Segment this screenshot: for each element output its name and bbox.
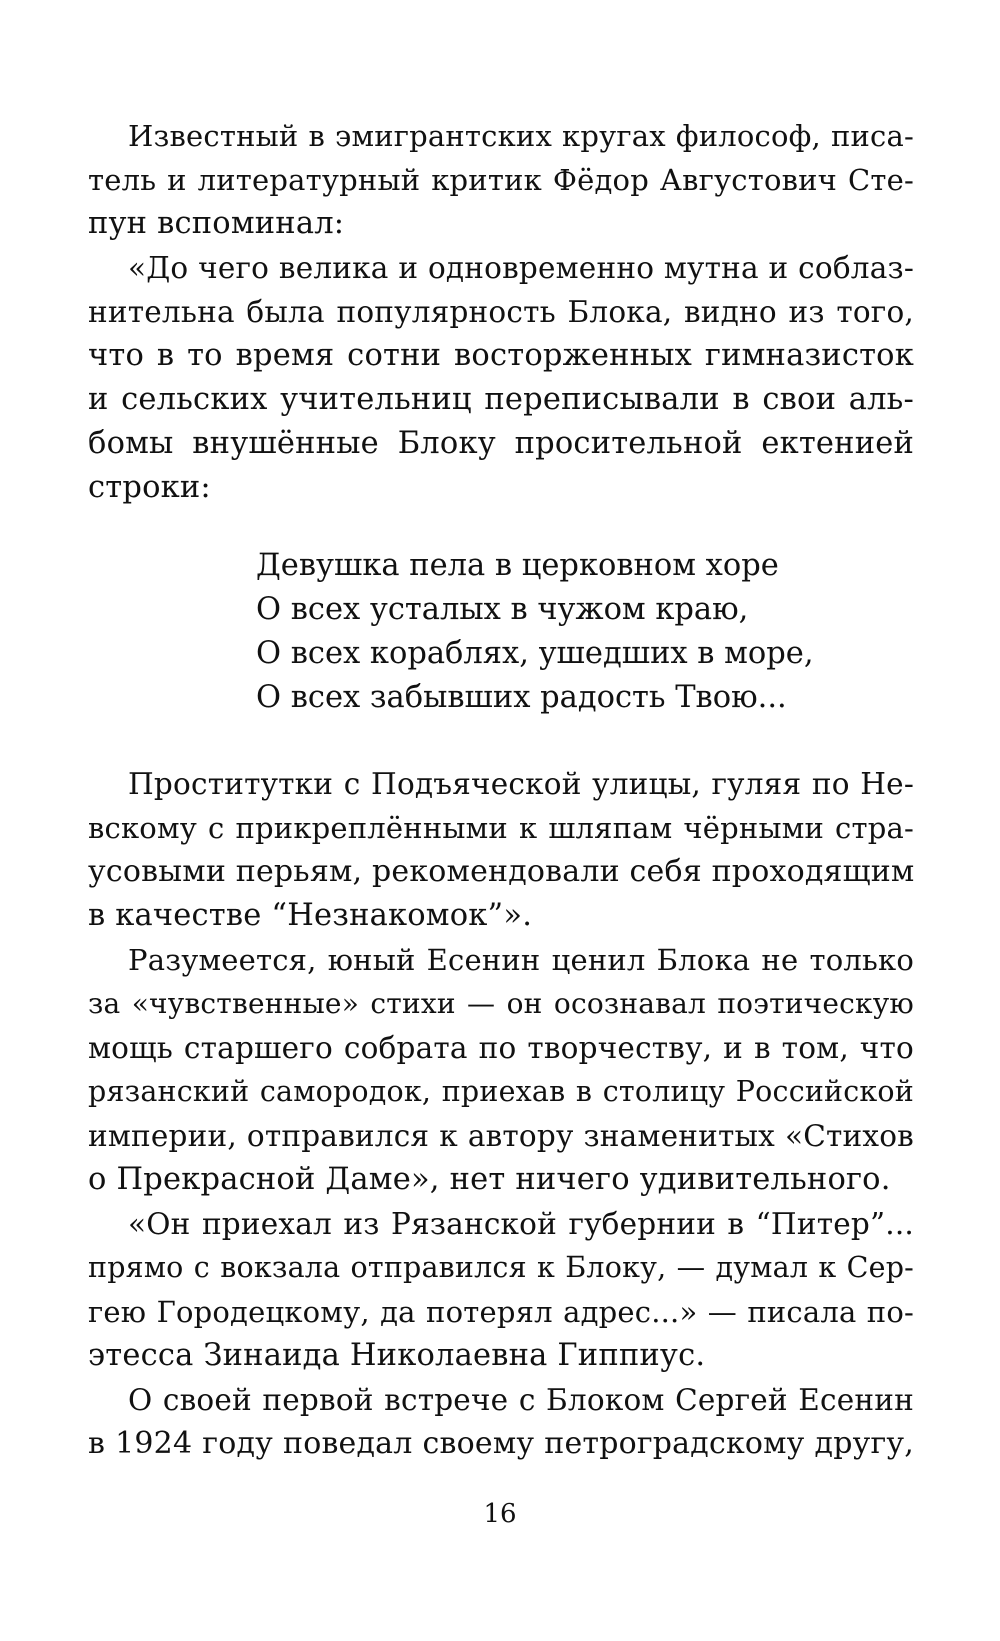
text-block-top xyxy=(88,114,914,510)
text-line: усовыми перьям, рекомендовали себя проходящим xyxy=(88,854,915,889)
poem-quote xyxy=(256,544,856,720)
text-line: о Прекрасной Даме», нет ничего удивительного. xyxy=(88,1162,891,1197)
poem-line: О всех усталых в чужом краю, xyxy=(256,592,749,627)
text-line: гею Городецкому, да потерял адрес...» — писала по- xyxy=(88,1295,914,1329)
text-line: пун вспоминал: xyxy=(88,206,345,241)
text-line: рязанский самородок, приехав в столицу Российской xyxy=(88,1075,914,1108)
text-line: мощь старшего собрата по творчеству, и в том, что xyxy=(88,1031,914,1065)
text-block-bottom xyxy=(88,762,914,1466)
text-line: империи, отправился к автору знаменитых «Стихов xyxy=(88,1119,914,1153)
text-line: вскому с прикреплёнными к шляпам чёрными стра- xyxy=(88,811,914,845)
text-line: этесса Зинаида Николаевна Гиппиус. xyxy=(88,1338,706,1373)
poem-line: Девушка пела в церковном хоре xyxy=(256,548,779,583)
text-line: О своей первой встрече с Блоком Сергей Есенин xyxy=(128,1383,914,1417)
text-line: что в то время сотни восторженных гимназисток xyxy=(88,338,914,373)
text-line: строки: xyxy=(88,470,211,505)
text-line: в качестве “Незнакомок”». xyxy=(88,898,533,933)
text-line: «Он приехал из Рязанской губернии в “Питер”... xyxy=(128,1207,914,1241)
text-line: бомы внушённые Блоку просительной ектенией xyxy=(88,426,914,461)
text-line: прямо с вокзала отправился к Блоку, — думал к Сер- xyxy=(88,1251,914,1284)
text-line: нительна была популярность Блока, видно из того, xyxy=(88,295,914,329)
text-line: в 1924 году поведал своему петроградскому другу, xyxy=(88,1426,914,1461)
text-line: Разумеется, юный Есенин ценил Блока не только xyxy=(128,943,914,977)
page-number: 16 xyxy=(483,1499,517,1529)
text-line: Известный в эмигрантских кругах философ, писа- xyxy=(128,119,914,153)
text-line: «До чего велика и одновременно мутна и соблаз- xyxy=(128,251,914,285)
poem-line: О всех забывших радость Твою... xyxy=(256,680,787,715)
text-line: тель и литературный критик Фёдор Августович Сте- xyxy=(88,163,914,197)
poem-line: О всех кораблях, ушедших в море, xyxy=(256,636,814,671)
text-line: Проститутки с Подъяческой улицы, гуляя по Не- xyxy=(128,767,914,801)
text-line: за «чувственные» стихи — он осознавал поэтическую xyxy=(88,987,914,1020)
text-line: и сельских учительниц переписывали в свои аль- xyxy=(88,382,914,417)
